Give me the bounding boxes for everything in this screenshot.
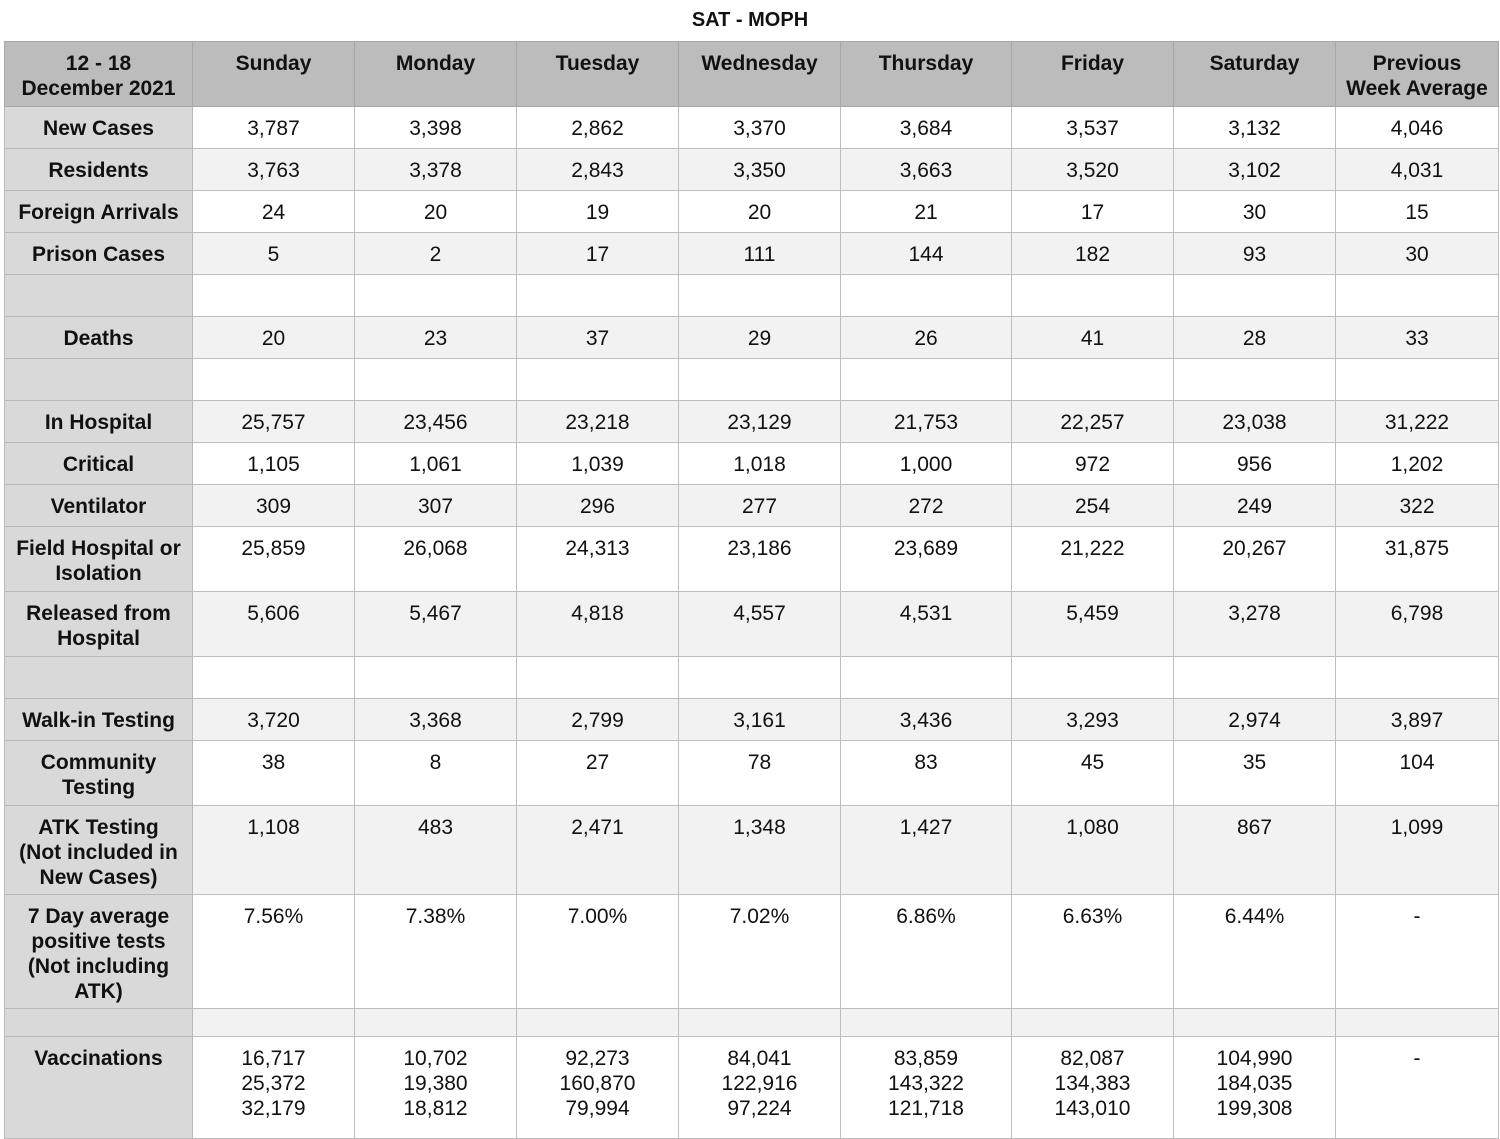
header-friday: Friday bbox=[1012, 42, 1174, 107]
value-cell bbox=[679, 359, 841, 401]
value-cell: 25,757 bbox=[193, 401, 355, 443]
value-cell: 1,348 bbox=[679, 806, 841, 895]
value-cell: 83 bbox=[841, 741, 1012, 806]
value-cell bbox=[1174, 275, 1336, 317]
row-label: Foreign Arrivals bbox=[5, 191, 193, 233]
table-row-spacer bbox=[5, 1009, 1499, 1037]
value-cell: 37 bbox=[517, 317, 679, 359]
value-cell: 20 bbox=[193, 317, 355, 359]
table-row-spacer bbox=[5, 275, 1499, 317]
value-cell: 3,398 bbox=[355, 107, 517, 149]
value-cell: 296 bbox=[517, 485, 679, 527]
value-cell: 2,862 bbox=[517, 107, 679, 149]
value-cell bbox=[193, 1009, 355, 1037]
value-cell bbox=[193, 275, 355, 317]
table-row bbox=[5, 895, 1499, 1009]
value-cell: 104 bbox=[1336, 741, 1499, 806]
value-cell: 38 bbox=[193, 741, 355, 806]
value-cell bbox=[841, 359, 1012, 401]
table-row bbox=[5, 527, 1499, 592]
row-label bbox=[5, 657, 193, 699]
value-cell: 3,102 bbox=[1174, 149, 1336, 191]
value-cell: 20 bbox=[679, 191, 841, 233]
row-label: In Hospital bbox=[5, 401, 193, 443]
value-cell: 3,278 bbox=[1174, 592, 1336, 657]
value-cell: 104,990 184,035 199,308 bbox=[1174, 1037, 1336, 1139]
row-label bbox=[5, 359, 193, 401]
value-cell bbox=[1012, 359, 1174, 401]
value-cell: 10,702 19,380 18,812 bbox=[355, 1037, 517, 1139]
value-cell bbox=[1336, 657, 1499, 699]
value-cell: 272 bbox=[841, 485, 1012, 527]
table-row bbox=[5, 149, 1499, 191]
value-cell bbox=[355, 657, 517, 699]
value-cell: 3,663 bbox=[841, 149, 1012, 191]
value-cell: 867 bbox=[1174, 806, 1336, 895]
value-cell: 1,202 bbox=[1336, 443, 1499, 485]
value-cell: 3,720 bbox=[193, 699, 355, 741]
table-row bbox=[5, 317, 1499, 359]
value-cell: 5,606 bbox=[193, 592, 355, 657]
value-cell: 23 bbox=[355, 317, 517, 359]
table-row bbox=[5, 699, 1499, 741]
value-cell: 78 bbox=[679, 741, 841, 806]
header-sunday: Sunday bbox=[193, 42, 355, 107]
table-row bbox=[5, 592, 1499, 657]
value-cell: 3,537 bbox=[1012, 107, 1174, 149]
header-wednesday: Wednesday bbox=[679, 42, 841, 107]
value-cell: 92,273 160,870 79,994 bbox=[517, 1037, 679, 1139]
value-cell: 6,798 bbox=[1336, 592, 1499, 657]
value-cell: 2 bbox=[355, 233, 517, 275]
value-cell: 3,763 bbox=[193, 149, 355, 191]
row-label: 7 Day average positive tests (Not including ATK) bbox=[5, 895, 193, 1009]
value-cell bbox=[193, 657, 355, 699]
value-cell: 307 bbox=[355, 485, 517, 527]
value-cell: 45 bbox=[1012, 741, 1174, 806]
value-cell: 26,068 bbox=[355, 527, 517, 592]
value-cell: 7.56% bbox=[193, 895, 355, 1009]
value-cell: 5,467 bbox=[355, 592, 517, 657]
value-cell: 3,520 bbox=[1012, 149, 1174, 191]
value-cell: 31,875 bbox=[1336, 527, 1499, 592]
value-cell bbox=[517, 275, 679, 317]
value-cell bbox=[841, 657, 1012, 699]
value-cell: 3,897 bbox=[1336, 699, 1499, 741]
value-cell: 17 bbox=[1012, 191, 1174, 233]
value-cell: 249 bbox=[1174, 485, 1336, 527]
header-thursday: Thursday bbox=[841, 42, 1012, 107]
value-cell: 24,313 bbox=[517, 527, 679, 592]
row-label: Ventilator bbox=[5, 485, 193, 527]
value-cell: 111 bbox=[679, 233, 841, 275]
value-cell: 3,370 bbox=[679, 107, 841, 149]
value-cell: 3,132 bbox=[1174, 107, 1336, 149]
table-row bbox=[5, 107, 1499, 149]
header-date-range: 12 - 18 December 2021 bbox=[5, 42, 193, 107]
table-row-spacer bbox=[5, 359, 1499, 401]
value-cell: 956 bbox=[1174, 443, 1336, 485]
value-cell: 3,787 bbox=[193, 107, 355, 149]
value-cell bbox=[1174, 1009, 1336, 1037]
value-cell: - bbox=[1336, 895, 1499, 1009]
value-cell: 7.00% bbox=[517, 895, 679, 1009]
value-cell bbox=[517, 359, 679, 401]
header-previous-week-average: Previous Week Average bbox=[1336, 42, 1499, 107]
value-cell: 23,186 bbox=[679, 527, 841, 592]
value-cell bbox=[1336, 275, 1499, 317]
statistics-table bbox=[4, 41, 1499, 1139]
value-cell: 27 bbox=[517, 741, 679, 806]
value-cell: 1,099 bbox=[1336, 806, 1499, 895]
value-cell: 2,843 bbox=[517, 149, 679, 191]
value-cell bbox=[355, 275, 517, 317]
value-cell: 16,717 25,372 32,179 bbox=[193, 1037, 355, 1139]
value-cell bbox=[1174, 359, 1336, 401]
value-cell bbox=[1174, 657, 1336, 699]
value-cell bbox=[679, 275, 841, 317]
value-cell: 5,459 bbox=[1012, 592, 1174, 657]
value-cell: 182 bbox=[1012, 233, 1174, 275]
table-row bbox=[5, 233, 1499, 275]
table-title: SAT - MOPH bbox=[691, 9, 809, 31]
value-cell: 28 bbox=[1174, 317, 1336, 359]
value-cell bbox=[679, 657, 841, 699]
header-tuesday: Tuesday bbox=[517, 42, 679, 107]
value-cell: 23,129 bbox=[679, 401, 841, 443]
value-cell: 5 bbox=[193, 233, 355, 275]
value-cell: 1,061 bbox=[355, 443, 517, 485]
value-cell: 6.63% bbox=[1012, 895, 1174, 1009]
value-cell bbox=[193, 359, 355, 401]
value-cell: 17 bbox=[517, 233, 679, 275]
value-cell: 4,531 bbox=[841, 592, 1012, 657]
value-cell bbox=[841, 1009, 1012, 1037]
value-cell bbox=[679, 1009, 841, 1037]
value-cell: 254 bbox=[1012, 485, 1174, 527]
value-cell: 19 bbox=[517, 191, 679, 233]
value-cell: 26 bbox=[841, 317, 1012, 359]
value-cell bbox=[355, 1009, 517, 1037]
table-row bbox=[5, 401, 1499, 443]
header-monday: Monday bbox=[355, 42, 517, 107]
row-label: Walk-in Testing bbox=[5, 699, 193, 741]
value-cell: 3,368 bbox=[355, 699, 517, 741]
table-row bbox=[5, 1037, 1499, 1139]
value-cell: 33 bbox=[1336, 317, 1499, 359]
value-cell bbox=[1336, 1009, 1499, 1037]
value-cell: 1,018 bbox=[679, 443, 841, 485]
value-cell: 277 bbox=[679, 485, 841, 527]
value-cell: 1,427 bbox=[841, 806, 1012, 895]
row-label: ATK Testing (Not included in New Cases) bbox=[5, 806, 193, 895]
value-cell: 483 bbox=[355, 806, 517, 895]
table-row bbox=[5, 806, 1499, 895]
value-cell bbox=[355, 359, 517, 401]
value-cell: 15 bbox=[1336, 191, 1499, 233]
value-cell: 1,039 bbox=[517, 443, 679, 485]
value-cell: 20,267 bbox=[1174, 527, 1336, 592]
value-cell bbox=[1336, 359, 1499, 401]
row-label: Critical bbox=[5, 443, 193, 485]
value-cell: 3,684 bbox=[841, 107, 1012, 149]
value-cell: 22,257 bbox=[1012, 401, 1174, 443]
value-cell bbox=[517, 657, 679, 699]
value-cell: 21 bbox=[841, 191, 1012, 233]
value-cell: 84,041 122,916 97,224 bbox=[679, 1037, 841, 1139]
value-cell: 31,222 bbox=[1336, 401, 1499, 443]
row-label bbox=[5, 275, 193, 317]
table-row bbox=[5, 741, 1499, 806]
value-cell: 4,031 bbox=[1336, 149, 1499, 191]
row-label: Field Hospital or Isolation bbox=[5, 527, 193, 592]
value-cell: 6.44% bbox=[1174, 895, 1336, 1009]
value-cell: 8 bbox=[355, 741, 517, 806]
value-cell: 4,557 bbox=[679, 592, 841, 657]
value-cell: 1,000 bbox=[841, 443, 1012, 485]
value-cell: 82,087 134,383 143,010 bbox=[1012, 1037, 1174, 1139]
value-cell: 309 bbox=[193, 485, 355, 527]
value-cell: 144 bbox=[841, 233, 1012, 275]
value-cell: 3,350 bbox=[679, 149, 841, 191]
value-cell: 23,456 bbox=[355, 401, 517, 443]
value-cell: 3,378 bbox=[355, 149, 517, 191]
value-cell: 4,046 bbox=[1336, 107, 1499, 149]
value-cell: 3,436 bbox=[841, 699, 1012, 741]
value-cell: 2,799 bbox=[517, 699, 679, 741]
value-cell: 83,859 143,322 121,718 bbox=[841, 1037, 1012, 1139]
value-cell: 23,038 bbox=[1174, 401, 1336, 443]
value-cell: 322 bbox=[1336, 485, 1499, 527]
value-cell bbox=[841, 275, 1012, 317]
value-cell: 7.38% bbox=[355, 895, 517, 1009]
value-cell bbox=[1012, 1009, 1174, 1037]
value-cell: 1,080 bbox=[1012, 806, 1174, 895]
row-label: Released from Hospital bbox=[5, 592, 193, 657]
value-cell: 23,689 bbox=[841, 527, 1012, 592]
value-cell: 7.02% bbox=[679, 895, 841, 1009]
row-label: Community Testing bbox=[5, 741, 193, 806]
row-label: Deaths bbox=[5, 317, 193, 359]
value-cell: 2,471 bbox=[517, 806, 679, 895]
table-row bbox=[5, 191, 1499, 233]
value-cell: - bbox=[1336, 1037, 1499, 1139]
row-label: Residents bbox=[5, 149, 193, 191]
row-label: New Cases bbox=[5, 107, 193, 149]
value-cell: 21,753 bbox=[841, 401, 1012, 443]
value-cell: 6.86% bbox=[841, 895, 1012, 1009]
value-cell: 972 bbox=[1012, 443, 1174, 485]
value-cell: 1,108 bbox=[193, 806, 355, 895]
row-label bbox=[5, 1009, 193, 1037]
value-cell: 35 bbox=[1174, 741, 1336, 806]
value-cell: 2,974 bbox=[1174, 699, 1336, 741]
value-cell bbox=[517, 1009, 679, 1037]
table-row bbox=[5, 485, 1499, 527]
value-cell: 30 bbox=[1336, 233, 1499, 275]
value-cell: 4,818 bbox=[517, 592, 679, 657]
table-row bbox=[5, 443, 1499, 485]
value-cell: 3,293 bbox=[1012, 699, 1174, 741]
value-cell: 24 bbox=[193, 191, 355, 233]
value-cell: 1,105 bbox=[193, 443, 355, 485]
value-cell: 25,859 bbox=[193, 527, 355, 592]
table-row-spacer bbox=[5, 657, 1499, 699]
header-row bbox=[5, 42, 1499, 107]
value-cell bbox=[1012, 657, 1174, 699]
value-cell: 93 bbox=[1174, 233, 1336, 275]
row-label: Prison Cases bbox=[5, 233, 193, 275]
value-cell: 41 bbox=[1012, 317, 1174, 359]
value-cell: 23,218 bbox=[517, 401, 679, 443]
value-cell: 30 bbox=[1174, 191, 1336, 233]
value-cell: 29 bbox=[679, 317, 841, 359]
value-cell: 3,161 bbox=[679, 699, 841, 741]
value-cell: 21,222 bbox=[1012, 527, 1174, 592]
row-label: Vaccinations bbox=[5, 1037, 193, 1139]
header-saturday: Saturday bbox=[1174, 42, 1336, 107]
value-cell bbox=[1012, 275, 1174, 317]
value-cell: 20 bbox=[355, 191, 517, 233]
